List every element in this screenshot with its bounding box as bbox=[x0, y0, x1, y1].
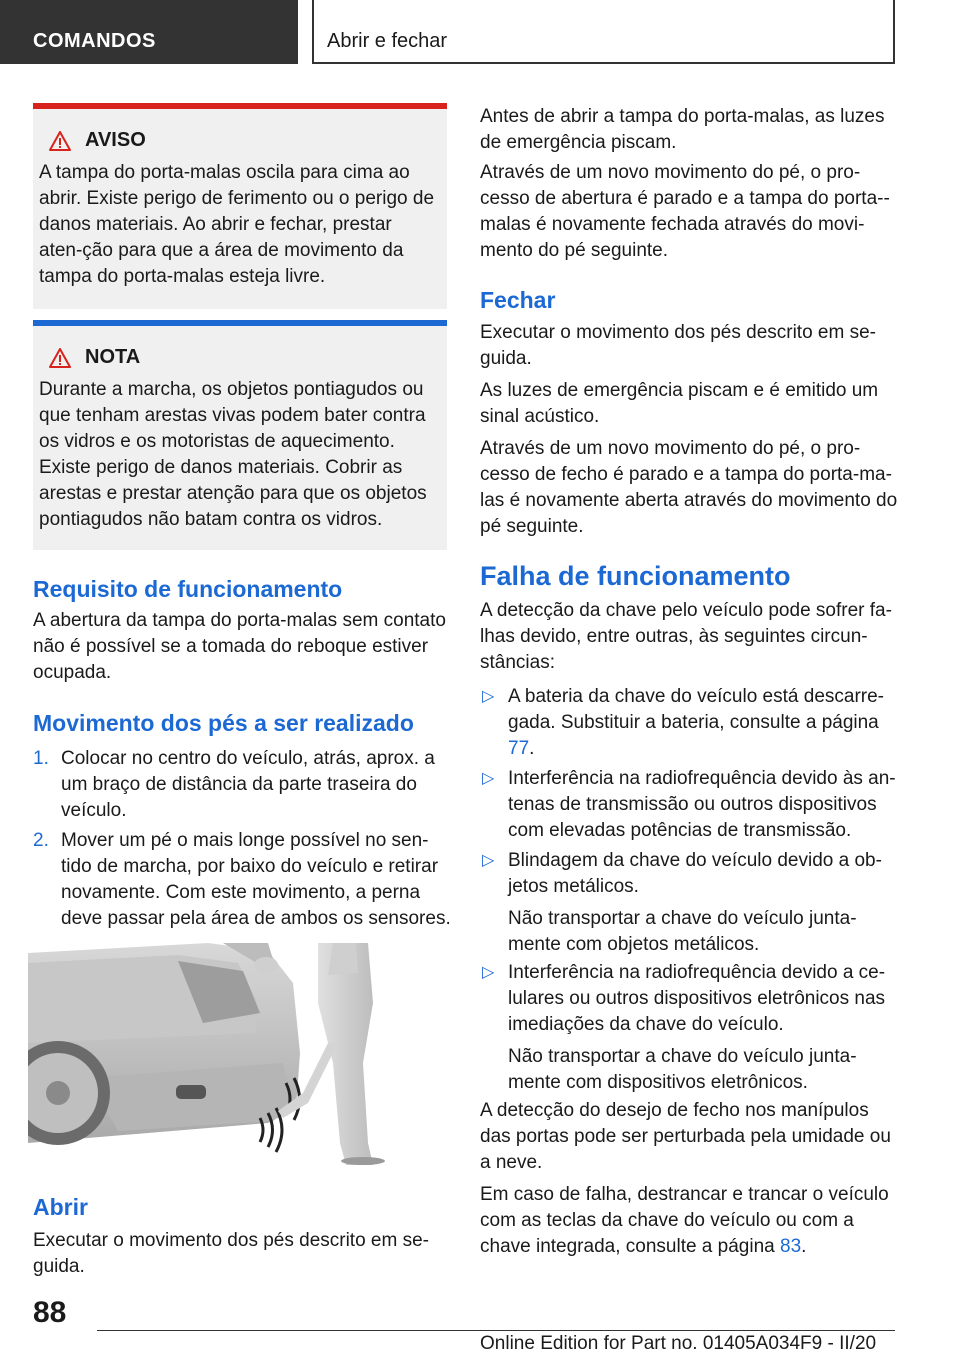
abrir-heading: Abrir bbox=[33, 1194, 88, 1220]
page-link[interactable]: 77 bbox=[508, 738, 530, 759]
topic-tab bbox=[312, 0, 895, 64]
step-text: Mover um pé o mais longe possível no sen-tido de marcha, por baixo do veículo e retirar novamente. Com este movimento, a perna deve passar pela área de ambos os sensores. bbox=[61, 830, 451, 929]
note-title bbox=[49, 346, 437, 369]
requisito-heading: Requisito de funcionamento bbox=[33, 576, 343, 602]
list-item-text-body: A bateria da chave do veículo está descarre-gada. Substituir a bateria, consulte a página bbox=[508, 686, 885, 733]
step-number: 2. bbox=[33, 830, 49, 851]
list-item bbox=[480, 766, 898, 846]
foot-movement-illustration bbox=[28, 943, 448, 1165]
fechar-heading: Fechar bbox=[480, 287, 556, 313]
warning-title-text: AVISO bbox=[85, 129, 146, 151]
list-item-text-wrap bbox=[508, 848, 896, 958]
warning-triangle-icon bbox=[49, 131, 71, 151]
abrir-text: Executar o movimento dos pés descrito em se-guida. bbox=[33, 1230, 430, 1277]
falha-outro: A detecção do desejo de fecho nos manípulos das portas pode ser perturbada pela umidade ou a neve. bbox=[480, 1100, 891, 1173]
intro-paragraph: Através de um novo movimento do pé, o pro-cesso de abertura é parado e a tampa do porta--malas é novamente fechada através do movi-mento do pé seguinte. bbox=[480, 162, 890, 261]
movimento-heading: Movimento dos pés a ser realizado bbox=[33, 710, 414, 736]
fechar-paragraph: As luzes de emergência piscam e é emitido um sinal acústico. bbox=[480, 380, 879, 427]
note-title-text: NOTA bbox=[85, 346, 141, 368]
page-number: 88 bbox=[33, 1296, 67, 1329]
punctuation: . bbox=[801, 1236, 807, 1257]
list-item-text: Interferência na radiofrequência devido a ce-lulares ou outros dispositivos eletrônicos nas imediações da chave do veículo. bbox=[508, 962, 886, 1035]
falha-outro-link-para bbox=[480, 1182, 898, 1260]
list-item-text-wrap bbox=[508, 960, 896, 1096]
page-header bbox=[0, 0, 960, 66]
triangle-bullet-icon: ▷ bbox=[482, 770, 495, 787]
list-item-text: Interferência na radiofrequência devido às an-tenas de transmissão ou outros dispositivos com elevadas potências de transmissão. bbox=[508, 768, 896, 841]
list-item-subtext: Não transportar a chave do veículo junta-mente com dispositivos eletrônicos. bbox=[508, 1046, 857, 1093]
list-item-text: Blindagem da chave do veículo devido a ob-jetos metálicos. bbox=[508, 850, 882, 897]
car-rear-illustration bbox=[28, 943, 448, 1165]
outro-text: Em caso de falha, destrancar e trancar o veículo com as teclas da chave do veículo ou com a chave integrada, consulte a página bbox=[480, 1184, 889, 1257]
list-item-text bbox=[508, 684, 896, 762]
fechar-paragraph: Executar o movimento dos pés descrito em se-guida. bbox=[480, 322, 877, 369]
step-item bbox=[33, 746, 451, 826]
list-item bbox=[480, 960, 898, 1096]
triangle-bullet-icon: ▷ bbox=[482, 688, 495, 705]
requisito-text: A abertura da tampa do porta-malas sem contato não é possível se a tomada do reboque estiver ocupada. bbox=[33, 610, 446, 683]
list-item-subtext: Não transportar a chave do veículo junta-mente com objetos metálicos. bbox=[508, 908, 857, 955]
triangle-bullet-icon: ▷ bbox=[482, 852, 495, 869]
warning-box bbox=[33, 103, 447, 309]
page-link[interactable]: 83 bbox=[780, 1236, 802, 1257]
punctuation: . bbox=[529, 738, 535, 759]
warning-triangle-icon bbox=[49, 348, 71, 368]
step-number: 1. bbox=[33, 748, 49, 769]
fechar-paragraph: Através de um novo movimento do pé, o pro-cesso de fecho é parado e a tampa do porta-ma-las é novamente aberta através do movimento do pé seguinte. bbox=[480, 438, 898, 537]
intro-paragraph: Antes de abrir a tampa do porta-malas, as luzes de emergência piscam. bbox=[480, 106, 885, 153]
falha-intro: A detecção da chave pelo veículo pode sofrer fa-lhas devido, entre outras, às seguintes circun-stâncias: bbox=[480, 600, 892, 673]
step-item bbox=[33, 828, 451, 936]
note-box bbox=[33, 320, 447, 550]
list-item bbox=[480, 684, 898, 764]
list-item bbox=[480, 848, 898, 958]
topic-label: Abrir e fechar bbox=[327, 30, 448, 52]
warning-title bbox=[49, 129, 437, 152]
warning-text: A tampa do porta-malas oscila para cima ao abrir. Existe perigo de ferimento ou o perigo de danos materiais. Ao abrir e fechar, prestar aten-ção para que a área de movimento da tampa do porta-malas esteja livre. bbox=[39, 162, 435, 287]
triangle-bullet-icon: ▷ bbox=[482, 964, 495, 981]
note-text: Durante a marcha, os objetos pontiagudos ou que tenham arestas vivas podem bater contra os vidros e os motoristas de aquecimento. Existe perigo de danos materiais. Cobrir as arestas e prestar atenção para que os objetos pontiagudos não batam contra os vidros. bbox=[39, 379, 427, 530]
section-tab: COMANDOS bbox=[0, 0, 298, 64]
footer-divider bbox=[97, 1330, 895, 1331]
step-text: Colocar no centro do veículo, atrás, aprox. a um braço de distância da parte traseira do veículo. bbox=[61, 748, 435, 821]
falha-heading: Falha de funcionamento bbox=[480, 561, 791, 591]
edition-label: Online Edition for Part no. 01405A034F9 - II/20 bbox=[480, 1333, 877, 1354]
